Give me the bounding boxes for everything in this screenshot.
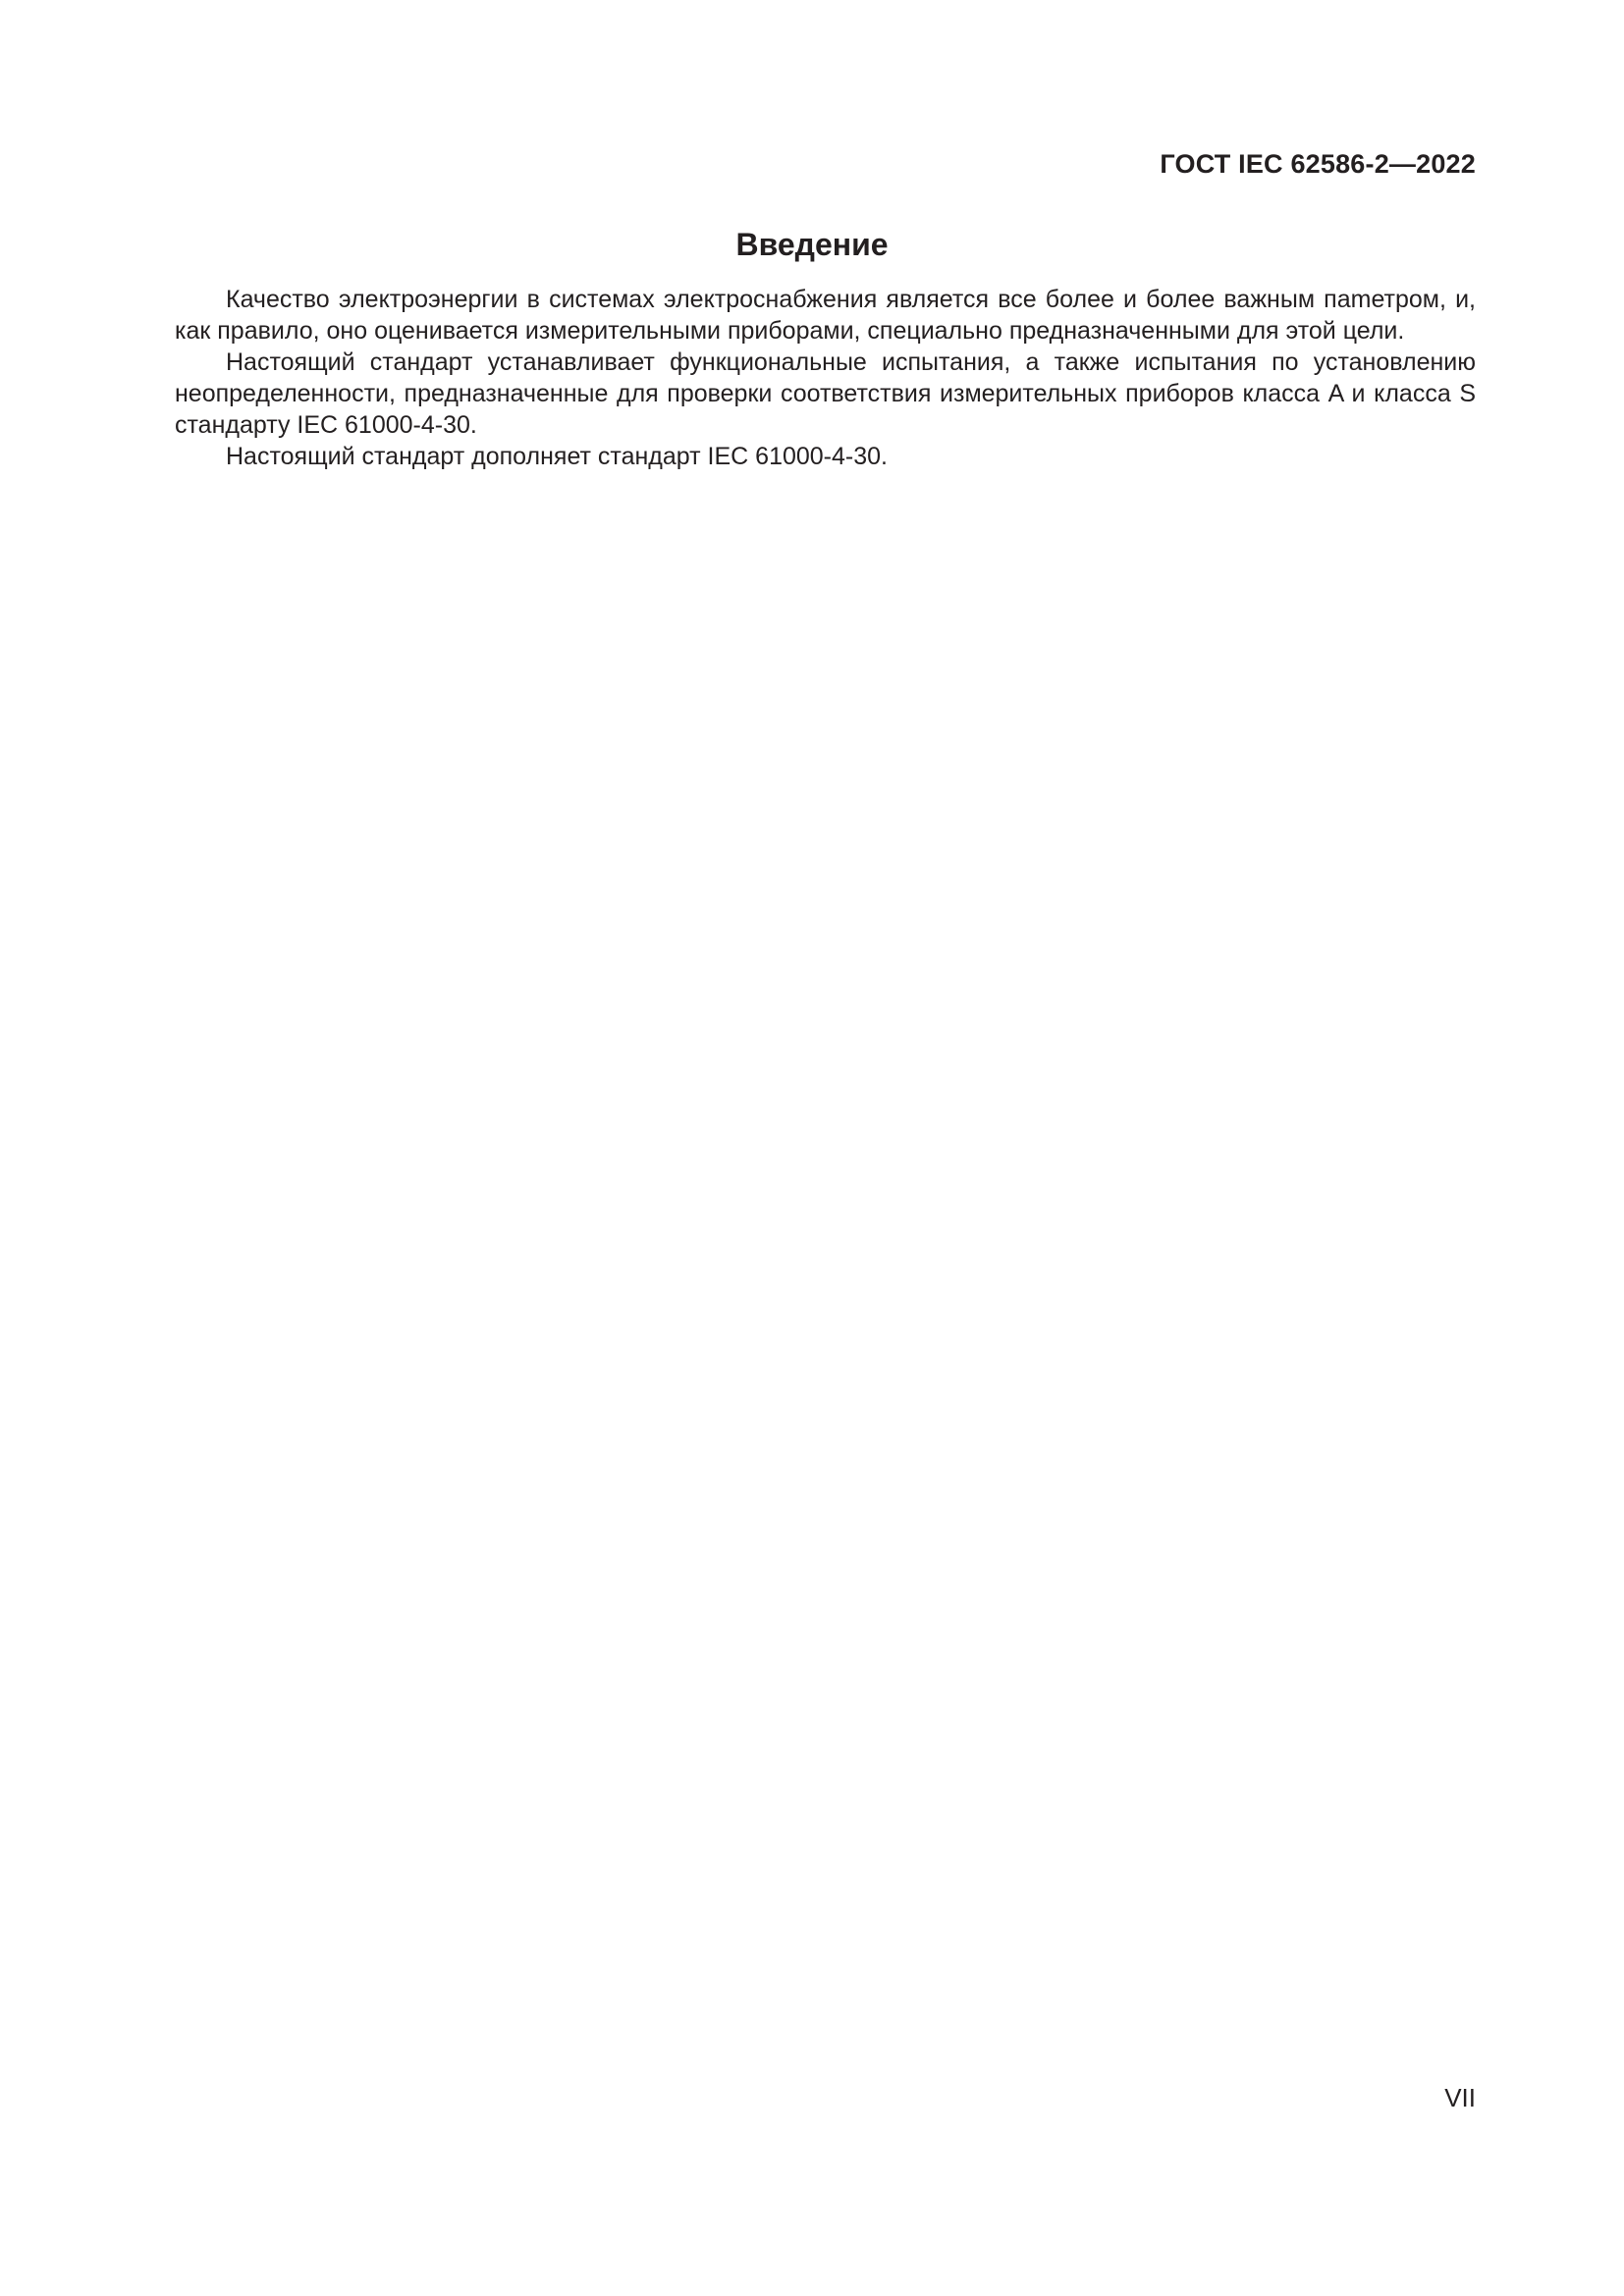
paragraph-1: Качество электроэнергии в системах электроснабжения является все более и более важным паmетром, и, как правило, оно оценивается измерительными приборами, специально предназначенными для этой цели.	[175, 286, 1476, 345]
paragraph-2: Настоящий стандарт устанавливает функциональные испытания, а также испытания по установлению неопределенности, предназначенные для проверки соответствия измерительных приборов класса A и класса S стандарту IEC 61000-4-30.	[175, 348, 1476, 439]
document-code: ГОСТ IEC 62586-2—2022	[1160, 149, 1476, 179]
page-number: VII	[1444, 2083, 1476, 2112]
paragraph-3: Настоящий стандарт дополняет стандарт IEC 61000-4-30.	[226, 443, 888, 470]
body-text	[175, 284, 1476, 472]
section-heading: Введение	[735, 227, 889, 262]
